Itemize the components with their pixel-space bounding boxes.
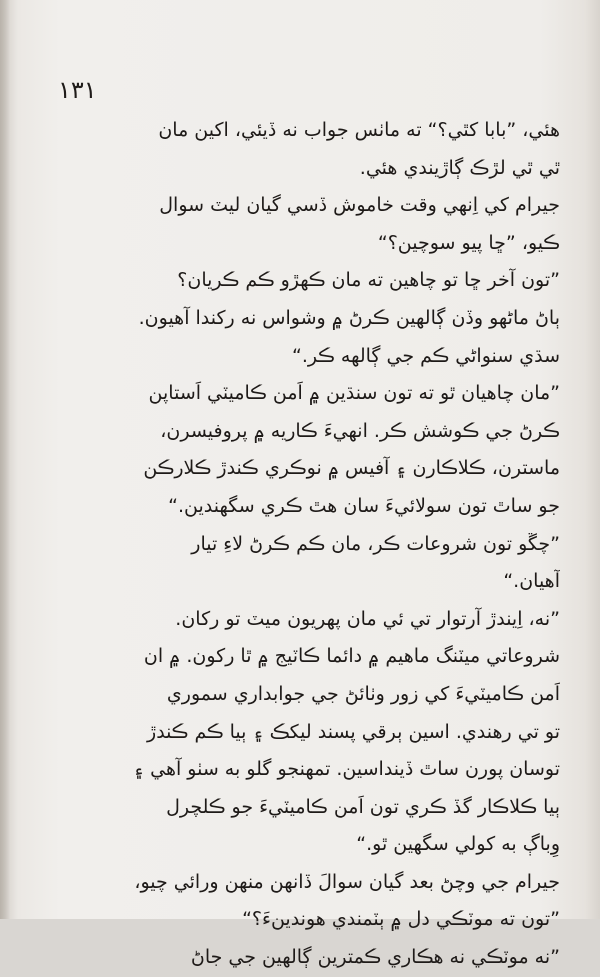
text-line: جيرام کي اِنهي وقت خاموش ڏسي گيان ليٽ سوال	[159, 194, 560, 217]
text-line: جو ساٿ تون سولائيءَ سان هٿ ڪري سگهندين.“	[168, 494, 560, 517]
text-line: سڌي سنواڻي ڪم جي ڳالهه ڪر.“	[292, 344, 560, 367]
text-line: ”مان چاهيان ٿو ته تون سنڌين ۾ اَمن ڪاميٽي اَستاپن	[148, 382, 560, 405]
body-text	[40, 112, 560, 977]
binding-shadow	[0, 0, 10, 919]
text-line: ”نه، اِيندڙ آرتوار تي ئي مان پهريون ميٽ تو رکان.	[175, 607, 560, 630]
text-line: ”چڱو تون شروعات ڪر، مان ڪم ڪرڻ لاءِ تيار	[191, 532, 560, 555]
text-line: اَمن ڪاميٽيءَ کي زور وٺائڻ جي جوابداري سموري	[166, 682, 560, 705]
text-line: ماسترن، ڪلاڪارن ۽ آفيس ۾ نوڪري ڪندڙ ڪلارڪن	[143, 457, 560, 480]
text-line: ”تون ته موٽڪي دل ۾ ٻٽمندي هوندينءَ؟“	[242, 908, 560, 931]
text-line: آهيان.“	[503, 570, 560, 593]
text-line: هئي، ”بابا کٿي؟“ ته ماٺس جواب نه ڏيئي، اکين مان	[158, 119, 560, 141]
text-line: ٻاڻ ماڻهو وڏن ڳالهين ڪرڻ ۾ وشواس نه رکندا آهيون.	[138, 306, 560, 329]
text-line: توسان پورن ساٿ ڏينداسين. تمهنجو گلو به سٺو آهي ۽	[132, 758, 560, 781]
text-line: ڪرڻ جي ڪوشش ڪر. انهيءَ ڪاريه ۾ پروفيسرن،	[160, 419, 560, 442]
text-line: ٻيا ڪلاڪار گڏ ڪري تون اَمن ڪاميٽيءَ جو ڪلچرل	[166, 795, 560, 818]
text-line: ”تون آخر ڇا تو چاهين ته مان ڪهڙو ڪم ڪريان؟	[177, 269, 560, 292]
text-line: وِباڳ به کولي سگهين ٿو.“	[356, 833, 560, 856]
text-line: ڪيو، ”ڇا پيو سوچين؟“	[377, 231, 560, 254]
text-line: ”نه موٽڪي نه هڪاري ڪمترين ڳالهين جي جاڻ	[190, 946, 560, 969]
text-line: شروعاتي ميٽنگ ماهيم ۾ دائما ڪاٽيج ۾ ٿا رکون. ۾ ان	[143, 645, 560, 668]
text-line: ٿي ٿي لڙڪ ڳاڙيندي هئي.	[359, 156, 560, 179]
text-line: جيرام جي وچڻ بعد گيان سوالَ ڏانهن منهن ورائي چيو،	[134, 870, 560, 893]
page-number: ١٣١	[58, 76, 97, 104]
text-line: تو تي رهندي. اسين ٻرقي پسند ليکڪ ۽ ٻيا ڪم ڪندڙ	[147, 720, 560, 743]
